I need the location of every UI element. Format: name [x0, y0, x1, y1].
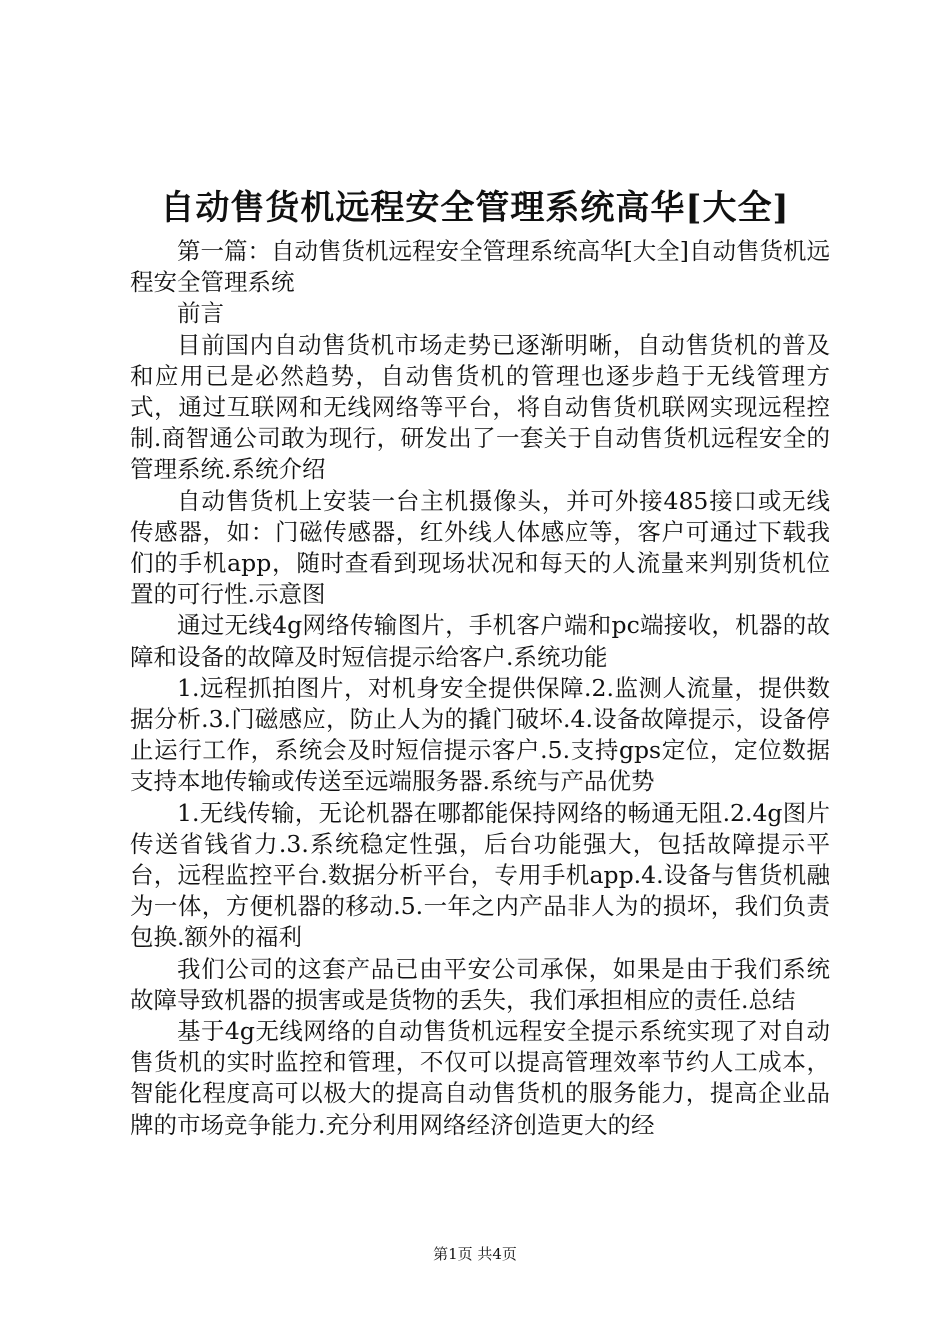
page-number-footer: 第1页 共4页: [433, 1245, 517, 1263]
paragraph-chapter-heading: 第一篇：自动售货机远程安全管理系统高华[大全]自动售货机远程安全管理系统: [130, 237, 830, 297]
paragraph-diagram: 通过无线4g网络传输图片，手机客户端和pc端接收，机器的故障和设备的故障及时短信提示给客户.系统功能: [130, 611, 830, 671]
paragraph-functions: 1.远程抓拍图片，对机身安全提供保障.2.监测人流量，提供数据分析.3.门磁感应，防止人为的撬门破坏.4.设备故障提示，设备停止运行工作，系统会及时短信提示客户.5.支持gps定位，定位数据支持本地传输或传送至远端服务器.系统与产品优势: [130, 673, 830, 796]
paragraph-system-intro: 自动售货机上安装一台主机摄像头，并可外接485接口或无线传感器，如：门磁传感器，红外线人体感应等，客户可通过下载我们的手机app，随时查看到现场状况和每天的人流量来判别货机位置的可行性.示意图: [130, 486, 830, 609]
paragraph-preface-heading: 前言: [177, 299, 224, 328]
document-body: [130, 236, 830, 1141]
paragraph-advantages: 1.无线传输，无论机器在哪都能保持网络的畅通无阻.2.4g图片传送省钱省力.3.系统稳定性强，后台功能强大，包括故障提示平台，远程监控平台.数据分析平台，专用手机app.4.设备与售货机融为一体，方便机器的移动.5.一年之内产品非人为的损坏，我们负责包换.额外的福利: [130, 798, 830, 952]
paragraph-preface: 目前国内自动售货机市场走势已逐渐明晰，自动售货机的普及和应用已是必然趋势，自动售货机的管理也逐步趋于无线管理方式，通过互联网和无线网络等平台，将自动售货机联网实现远程控制.商智通公司敢为现行，研发出了一套关于自动售货机远程安全的管理系统.系统介绍: [130, 330, 830, 484]
page-title: 自动售货机远程安全管理系统高华[大全]: [160, 188, 790, 228]
paragraph-summary: 基于4g无线网络的自动售货机远程安全提示系统实现了对自动售货机的实时监控和管理，不仅可以提高管理效率节约人工成本，智能化程度高可以极大的提高自动售货机的服务能力，提高企业品牌的市场竞争能力.充分利用网络经济创造更大的经: [130, 1017, 830, 1139]
paragraph-benefits: 我们公司的这套产品已由平安公司承保，如果是由于我们系统故障导致机器的损害或是货物的丢失，我们承担相应的责任.总结: [130, 954, 830, 1014]
